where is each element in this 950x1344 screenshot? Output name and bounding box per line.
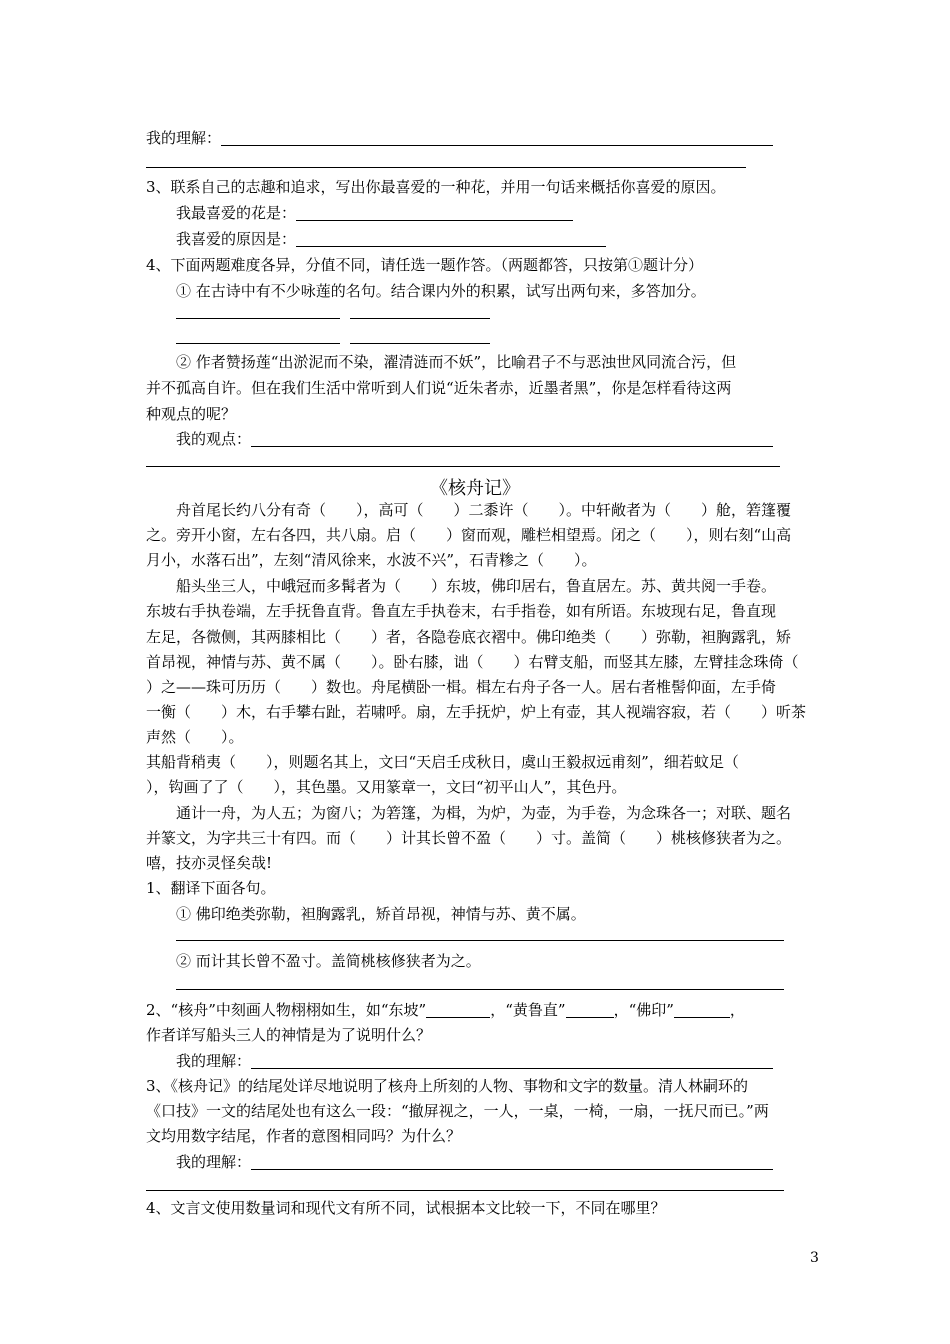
e4-text: 4、文言文使用数量词和现代文有所不同，试根据本文比较一下，不同在哪里？ (146, 1199, 666, 1217)
foyin-blank[interactable] (674, 1003, 730, 1018)
q4-text: 4、下面两题难度各异，分值不同，请任选一题作答。（两题都答，只按第①题计分） (146, 256, 704, 274)
q3-reason-label: 我喜爱的原因是： (176, 230, 297, 248)
essay-line: 月小，水落石出”，左刻“清风徐来，水波不兴”，石青糁之（ ）。 (146, 551, 597, 569)
essay-line: 左足，各微侧，其两膝相比（ ）者，各隐卷底衣褶中。佛印绝类（ ）弥勒，袒胸露乳，矫 (146, 628, 792, 646)
e3-understanding-line (176, 1152, 846, 1172)
flower-blank[interactable] (296, 206, 573, 221)
q4-option2-line1: ② 作者赞扬莲“出淤泥而不染，濯清涟而不妖”，比喻君子不与恶浊世风同流合污，但 (176, 353, 737, 371)
e3-understanding-label: 我的理解： (176, 1153, 252, 1171)
poem-blank-1[interactable] (176, 318, 340, 319)
e3-line1: 3、《核舟记》的结尾处详尽地说明了核舟上所刻的人物、事物和文字的数量。清人林嗣环的 (146, 1077, 749, 1095)
essay-line: 嘻，技亦灵怪矣哉! (146, 854, 273, 872)
e2-understanding-label: 我的理解： (176, 1052, 252, 1070)
e2-line2: 作者详写船头三人的神情是为了说明什么？ (146, 1026, 432, 1044)
essay-line: 之。旁开小窗，左右各四，共八扇。启（ ）窗而观，雕栏相望焉。闭之（ ），则右刻“山高 (146, 526, 792, 544)
q4-option2-line2: 并不孤高自许。但在我们生活中常听到人们说“近朱者赤，近墨者黑”，你是怎样看待这两 (146, 379, 732, 397)
view-blank[interactable] (251, 432, 773, 447)
q3-reason-line (176, 229, 846, 249)
dongpo-blank[interactable] (426, 1003, 490, 1018)
e3-answer-blank[interactable] (251, 1155, 773, 1170)
poem-blank-2[interactable] (350, 318, 490, 319)
q4-option2-line3: 种观点的呢？ (146, 405, 237, 423)
answer-blank[interactable] (221, 131, 773, 146)
e2-text-a: 2、“核舟”中刻画人物栩栩如生，如“东坡” (146, 1001, 427, 1019)
answer-rule[interactable] (146, 167, 746, 168)
e1-sentence-1: ① 佛印绝类弥勒，袒胸露乳，矫首昂视，神情与苏、黄不属。 (176, 905, 586, 923)
translation-rule-2[interactable] (176, 989, 784, 990)
essay-line: 舟首尾长约八分有奇（ ），高可（ ）二黍许（ ）。中轩敞者为（ ）舱，箬篷覆 (176, 501, 792, 519)
essay-line: 其船背稍夷（ ），则题名其上，文曰“天启壬戌秋日，虞山王毅叔远甫刻”，细若蚊足（ (146, 753, 739, 771)
e1-sentence-2: ② 而计其长曾不盈寸。盖简桃核修狭者为之。 (176, 952, 481, 970)
essay-line: 东坡右手执卷端，左手抚鲁直背。鲁直左手执卷末，右手指卷，如有所语。东坡现右足，鲁直现 (146, 602, 777, 620)
view-rule[interactable] (146, 466, 780, 467)
understanding-line (146, 128, 816, 148)
essay-line: 船头坐三人，中峨冠而多髯者为（ ）东坡，佛印居右，鲁直居左。苏、黄共阅一手卷。 (176, 577, 777, 595)
q3-flower-line (176, 203, 846, 223)
e2-text-d: ， (729, 1001, 745, 1019)
essay-line: 声然（ ）。 (146, 728, 244, 746)
q3-text: 3、联系自己的志趣和追求，写出你最喜爱的一种花，并用一句话来概括你喜爱的原因。 (146, 178, 726, 196)
essay-line: ）之——珠可历历（ ）数也。舟尾横卧一楫。楫左右舟子各一人。居右者椎髻仰面，左手倚 (146, 678, 777, 696)
e2-text-b: ，“黄鲁直” (490, 1001, 566, 1019)
huang-luzhi-blank[interactable] (566, 1003, 614, 1018)
essay-line: 首昂视，神情与苏、黄不属（ ）。卧右膝，诎（ ）右臂支船，而竖其左膝，左臂挂念珠倚（ (146, 653, 799, 671)
e2-understanding-line (176, 1051, 846, 1071)
poem-blank-4[interactable] (350, 343, 490, 344)
essay-line: ），钩画了了（ ），其色墨。又用篆章一，文曰“初平山人”，其色丹。 (146, 778, 627, 796)
essay-line: 一衡（ ）木，右手攀右趾，若啸呼。扇，左手抚炉，炉上有壶，其人视端容寂，若（ ）听茶 (146, 703, 807, 721)
e2-text-c: ，“佛印” (613, 1001, 674, 1019)
e1-text: 1、翻译下面各句。 (146, 879, 276, 897)
translation-rule-1[interactable] (176, 940, 784, 941)
understanding-label: 我的理解： (146, 129, 222, 147)
q3-flower-label: 我最喜爱的花是： (176, 204, 297, 222)
e3-answer-rule[interactable] (146, 1190, 784, 1191)
view-line (176, 429, 846, 449)
e3-line2: 《口技》一文的结尾处也有这么一段：“撤屏视之，一人，一桌，一椅，一扇，一抚尺而已。”两 (146, 1102, 769, 1120)
q4-option1: ① 在古诗中有不少咏莲的名句。结合课内外的积累，试写出两句来，多答加分。 (176, 282, 706, 300)
e2-line1 (146, 1000, 816, 1020)
page-number: 3 (810, 1250, 819, 1266)
reason-blank[interactable] (296, 232, 606, 247)
essay-title: 《核舟记》 (430, 478, 520, 499)
essay-line: 通计一舟，为人五；为窗八；为箬篷，为楫，为炉，为壶，为手卷，为念珠各一；对联、题名 (176, 804, 792, 822)
view-label: 我的观点： (176, 430, 252, 448)
poem-blank-3[interactable] (176, 343, 340, 344)
e2-answer-blank[interactable] (251, 1054, 773, 1069)
e3-line3: 文均用数字结尾，作者的意图相同吗？为什么？ (146, 1127, 462, 1145)
essay-line: 并篆文，为字共三十有四。而（ ）计其长曾不盈（ ）寸。盖简（ ）桃核修狭者为之。 (146, 829, 792, 847)
